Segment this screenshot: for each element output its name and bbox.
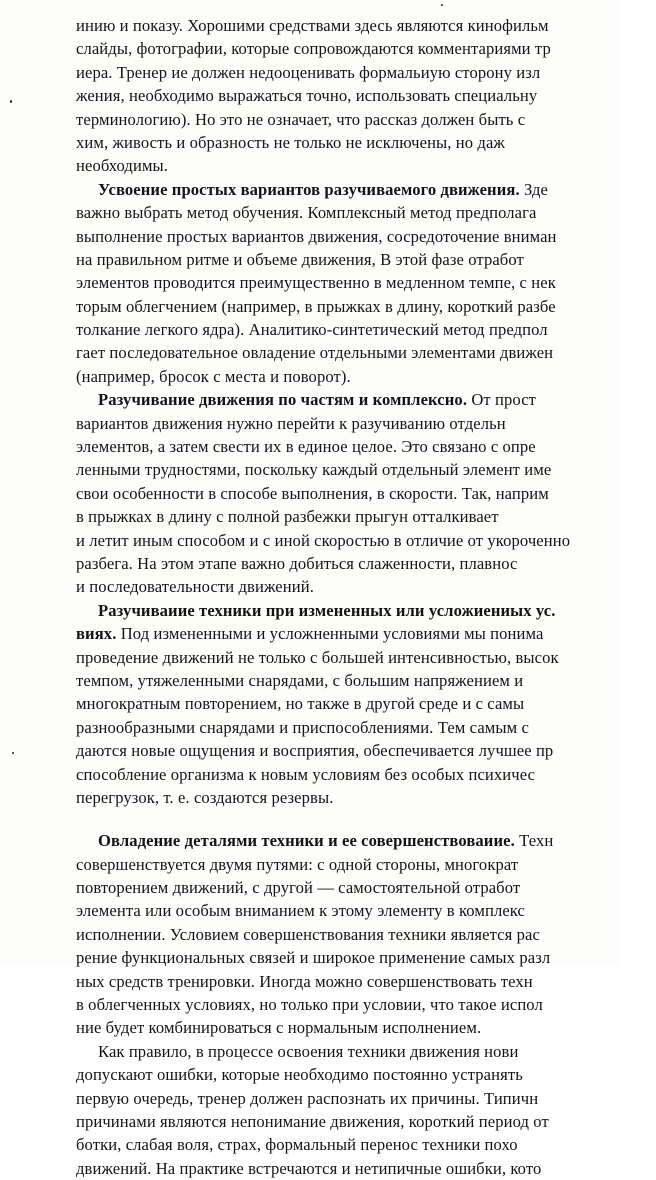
paragraph xyxy=(76,1040,656,1180)
scan-speck xyxy=(10,100,12,103)
text-line xyxy=(76,899,656,922)
line-text: ботки, слабая воля, страх, формальный перенос техники похо xyxy=(76,1135,518,1155)
line-text: многократным повторением, но также в другой среде и с самы xyxy=(76,694,525,714)
text-line xyxy=(76,970,656,993)
line-text: Под измененными и усложненными условиями мы понима xyxy=(116,624,544,644)
line-text: и последовательности движений. xyxy=(76,577,314,597)
text-line xyxy=(76,993,656,1016)
text-line xyxy=(76,1110,656,1133)
section-heading: Овладение деталями техники и ее совершенствоваиие. xyxy=(98,831,515,851)
text-line xyxy=(76,61,656,84)
line-text: элементов проводится преимущественно в медленном темпе, с нек xyxy=(76,273,556,293)
line-text: исполнении. Условием совершенствования техники является рас xyxy=(76,924,540,944)
paragraph xyxy=(76,14,656,178)
line-text: рение функциональных связей и широкое применение самых разл xyxy=(76,948,551,968)
line-text: Техн xyxy=(514,831,554,851)
section-heading: Разучивание движения по частям и комплексно. xyxy=(98,390,468,410)
text-line xyxy=(76,829,656,852)
line-text: Как правило, в процессе освоения техники движения нови xyxy=(98,1041,519,1061)
line-text: слайды, фотографии, которые сопровождаются комментариями тр xyxy=(76,39,551,59)
line-text: первую очередь, тренер должен распознать их причины. Типичн xyxy=(76,1088,539,1108)
section-heading: Усвоение простых вариантов разучиваемого движения. xyxy=(98,179,520,199)
line-text: ленными трудностями, поскольку каждый отдельный элемент име xyxy=(76,460,552,480)
line-text: проведение движений не только с большей интенсивностью, высок xyxy=(76,647,559,667)
text-line xyxy=(76,646,656,669)
text-line xyxy=(76,716,656,739)
text-line xyxy=(76,786,656,809)
text-line xyxy=(76,1040,656,1063)
line-text: хим, живость и образность не только не исключены, но даж xyxy=(76,132,505,152)
line-text: разбега. На этом этапе важно добиться слаженности, плавнос xyxy=(76,553,518,573)
text-line xyxy=(76,1016,656,1039)
text-line xyxy=(76,271,656,294)
paragraph xyxy=(76,829,656,1040)
text-line xyxy=(76,575,656,598)
text-line xyxy=(76,154,656,177)
text-line xyxy=(76,178,656,201)
text-line xyxy=(76,248,656,271)
text-line xyxy=(76,946,656,969)
line-text: жения, необходимо выражаться точно, использовать специальну xyxy=(76,86,538,106)
text-line xyxy=(76,318,656,341)
line-text: торым облегчением (например, в прыжках в длину, короткий разбе xyxy=(76,296,556,316)
line-text: повторением движений, с другой — самостоятельной отработ xyxy=(76,878,521,898)
line-text: в прыжках в длину с полной разбежки прыгун отталкивает xyxy=(76,507,499,527)
section-heading: Разучиваиие техники при измененных или усложиениых ус. xyxy=(98,600,556,620)
line-text: свои особенности в способе выполнения, в скорости. Так, наприм xyxy=(76,483,549,503)
paragraph xyxy=(76,388,656,599)
line-text: терминологию). Но это не означает, что рассказ должен быть с xyxy=(76,109,526,129)
text-line xyxy=(76,131,656,154)
text-line xyxy=(76,599,656,622)
line-text: разнообразными снарядами и приспособлениями. Тем самым с xyxy=(76,717,529,737)
line-text: ние будет комбинироваться с нормальным исполнением. xyxy=(76,1018,482,1038)
line-text: иера. Тренер ие должен недооценивать формальиую сторону изл xyxy=(76,62,541,82)
line-text: способление организма к новым условиям без особых психичес xyxy=(76,764,536,784)
text-line xyxy=(76,458,656,481)
text-line xyxy=(76,37,656,60)
text-line xyxy=(76,435,656,458)
text-line xyxy=(76,84,656,107)
section-gap xyxy=(76,809,656,829)
line-text: даются новые ощущения и восприятия, обеспечивается лучшее пр xyxy=(76,741,554,761)
text-line xyxy=(76,388,656,411)
text-line xyxy=(76,853,656,876)
text-line xyxy=(76,108,656,131)
text-line xyxy=(76,295,656,318)
line-text: причинами являются непонимание движения, короткий период от xyxy=(76,1111,549,1131)
line-text: толкание легкого ядра). Аналитико-синтетический метод предпол xyxy=(76,320,548,340)
text-line xyxy=(76,923,656,946)
line-text: элемента или особым вниманием к этому элементу в комплекс xyxy=(76,901,526,921)
text-line xyxy=(76,225,656,248)
text-line xyxy=(76,552,656,575)
line-text: на правильном ритме и объеме движения, В этой фазе отработ xyxy=(76,249,524,269)
line-text: совершенствуется двумя путями: с одной стороны, многократ xyxy=(76,854,519,874)
line-text: допускают ошибки, которые необходимо постоянно устранять xyxy=(76,1065,523,1085)
line-text: необходимы. xyxy=(76,156,169,176)
line-text: движений. На практике встречаются и нетипичные ошибки, кото xyxy=(76,1158,542,1178)
scan-speck xyxy=(441,4,443,6)
text-line xyxy=(76,1063,656,1086)
line-text: Зде xyxy=(519,179,548,199)
text-line xyxy=(76,505,656,528)
line-text: (например, бросок с места и поворот). xyxy=(76,366,351,386)
line-text: ных средств тренировки. Иногда можно совершенствовать техн xyxy=(76,971,533,991)
text-column xyxy=(76,14,656,1180)
text-line xyxy=(76,876,656,899)
text-line xyxy=(76,482,656,505)
text-line xyxy=(76,365,656,388)
text-line xyxy=(76,669,656,692)
paragraph xyxy=(76,178,656,389)
line-text: выполнение простых вариантов движения, сосредоточение вниман xyxy=(76,226,557,246)
text-line xyxy=(76,201,656,224)
text-line xyxy=(76,341,656,364)
text-line xyxy=(76,763,656,786)
line-text: От прост xyxy=(467,390,537,410)
text-line xyxy=(76,692,656,715)
text-line xyxy=(76,529,656,552)
text-line xyxy=(76,1087,656,1110)
text-line xyxy=(76,739,656,762)
text-line xyxy=(76,14,656,37)
line-text: перегрузок, т. е. создаются резервы. xyxy=(76,787,334,807)
scan-speck xyxy=(12,752,14,754)
text-line xyxy=(76,412,656,435)
line-text: элементов, а затем свести их в единое целое. Это связано с опре xyxy=(76,437,536,457)
paragraph xyxy=(76,599,656,810)
line-text: инию и показу. Хорошими средствами здесь являются кинофильм xyxy=(76,16,549,35)
text-line xyxy=(76,1133,656,1156)
section-heading: виях. xyxy=(76,624,117,644)
line-text: в облегченных условиях, но только при условии, что такое испол xyxy=(76,995,543,1015)
line-text: и летит иным способом и с иной скоростью в отличие от укороченно xyxy=(76,530,571,550)
line-text: вариантов движения нужно перейти к разучиванию отдельн xyxy=(76,413,506,433)
text-line xyxy=(76,622,656,645)
line-text: гает последовательное овладение отдельными элементами движен xyxy=(76,343,554,363)
line-text: темпом, утяжеленными снарядами, с большим напряжением и xyxy=(76,670,524,690)
text-line xyxy=(76,1157,656,1180)
line-text: важно выбрать метод обучения. Комплексный метод предполага xyxy=(76,203,537,223)
